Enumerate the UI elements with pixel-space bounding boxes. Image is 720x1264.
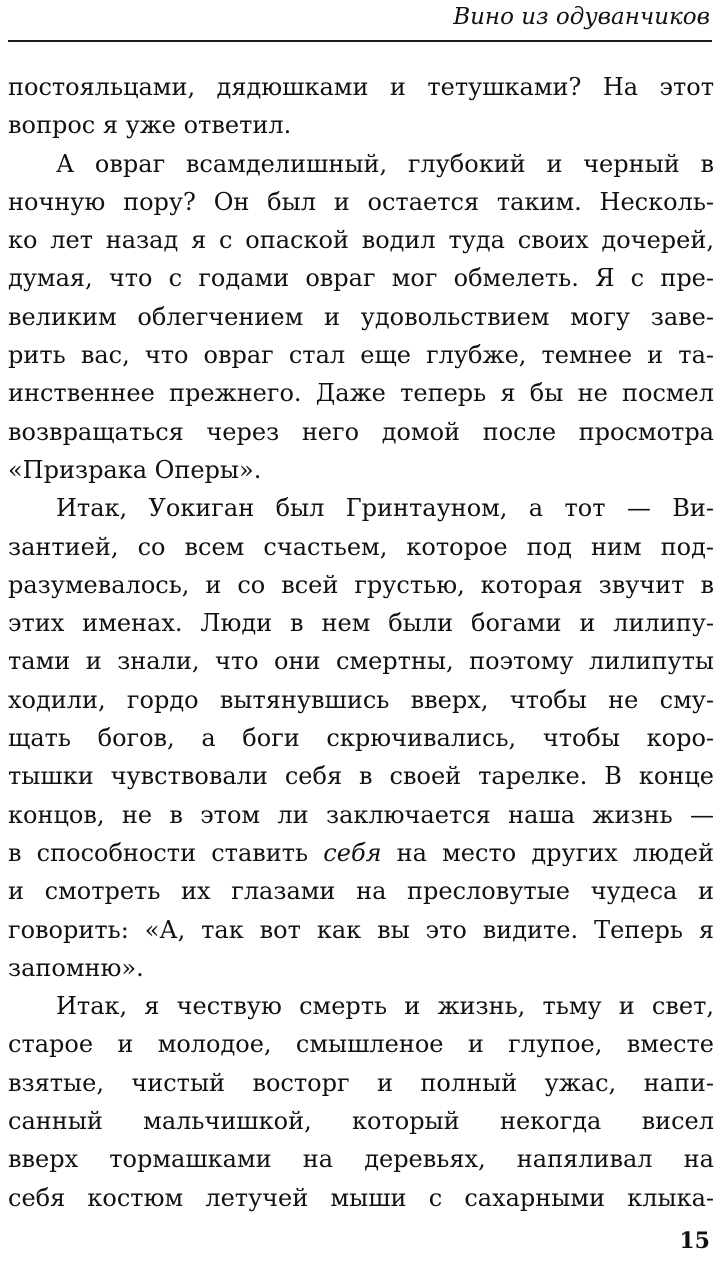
text-line	[8, 834, 714, 872]
text-line: старое и молодое, смышленое и глупое, вместе	[8, 1030, 714, 1059]
running-head-title: Вино из одуванчиков	[453, 4, 710, 30]
text-segment: в способности ставить	[8, 838, 309, 867]
text-line: великим облегчением и удовольствием могу заве-	[8, 302, 714, 331]
header-divider	[8, 40, 712, 42]
text-line: разумевалось, и со всей грустью, которая звучит в	[8, 570, 714, 599]
text-line: ходили, гордо вытянувшись вверх, чтобы не сму-	[8, 685, 714, 714]
text-line: этих именах. Люди в нем были богами и лилипу-	[8, 609, 714, 638]
text-line: вопрос я уже ответил.	[8, 111, 292, 140]
text-line: Итак, Уокиган был Гринтауном, а тот — Ви-	[56, 494, 714, 523]
text-line: инственнее прежнего. Даже теперь я бы не посмел	[8, 379, 714, 408]
text-line: думая, что с годами овраг мог обмелеть. Я с пре-	[8, 264, 714, 293]
text-line: А овраг всамделишный, глубокий и черный в	[56, 149, 714, 178]
text-line: «Призрака Оперы».	[8, 455, 262, 484]
page-number: 15	[679, 1228, 710, 1254]
text-line: тышки чувствовали себя в своей тарелке. В конце	[8, 762, 714, 791]
text-line: себя костюм летучей мыши с сахарными клыка-	[8, 1183, 714, 1212]
text-line: постояльцами, дядюшками и тетушками? На этот	[8, 73, 714, 101]
text-line: вверх тормашками на деревьях, напяливал на	[8, 1145, 714, 1174]
text-line: Итак, я чествую смерть и жизнь, тьму и свет,	[56, 992, 714, 1021]
text-line: возвращаться через него домой после просмотра	[8, 417, 714, 446]
text-line: концов, не в этом ли заключается наша жизнь —	[8, 800, 714, 829]
text-line: взятые, чистый восторг и полный ужас, напи-	[8, 1068, 714, 1097]
text-line: щать богов, а боги скрючивались, чтобы коро-	[8, 724, 714, 753]
text-line: тами и знали, что они смертны, поэтому лилипуты	[8, 647, 714, 676]
text-line: запомню».	[8, 953, 144, 982]
text-line: ночную пору? Он был и остается таким. Несколь-	[8, 187, 714, 216]
text-line: зантией, со всем счастьем, которое под ним под-	[8, 532, 714, 561]
text-line: санный мальчишкой, который некогда висел	[8, 1107, 714, 1136]
body-text	[8, 68, 714, 1217]
text-line: и смотреть их глазами на пресловутые чудеса и	[8, 877, 714, 906]
italic-emphasis: себя	[323, 838, 382, 867]
text-line: ко лет назад я с опаской водил туда своих дочерей,	[8, 226, 714, 255]
text-line: рить вас, что овраг стал еще глубже, темнее и та-	[8, 341, 714, 370]
text-segment: на место других людей	[396, 838, 714, 867]
text-line: говорить: «А, так вот как вы это видите. Теперь я	[8, 915, 714, 944]
